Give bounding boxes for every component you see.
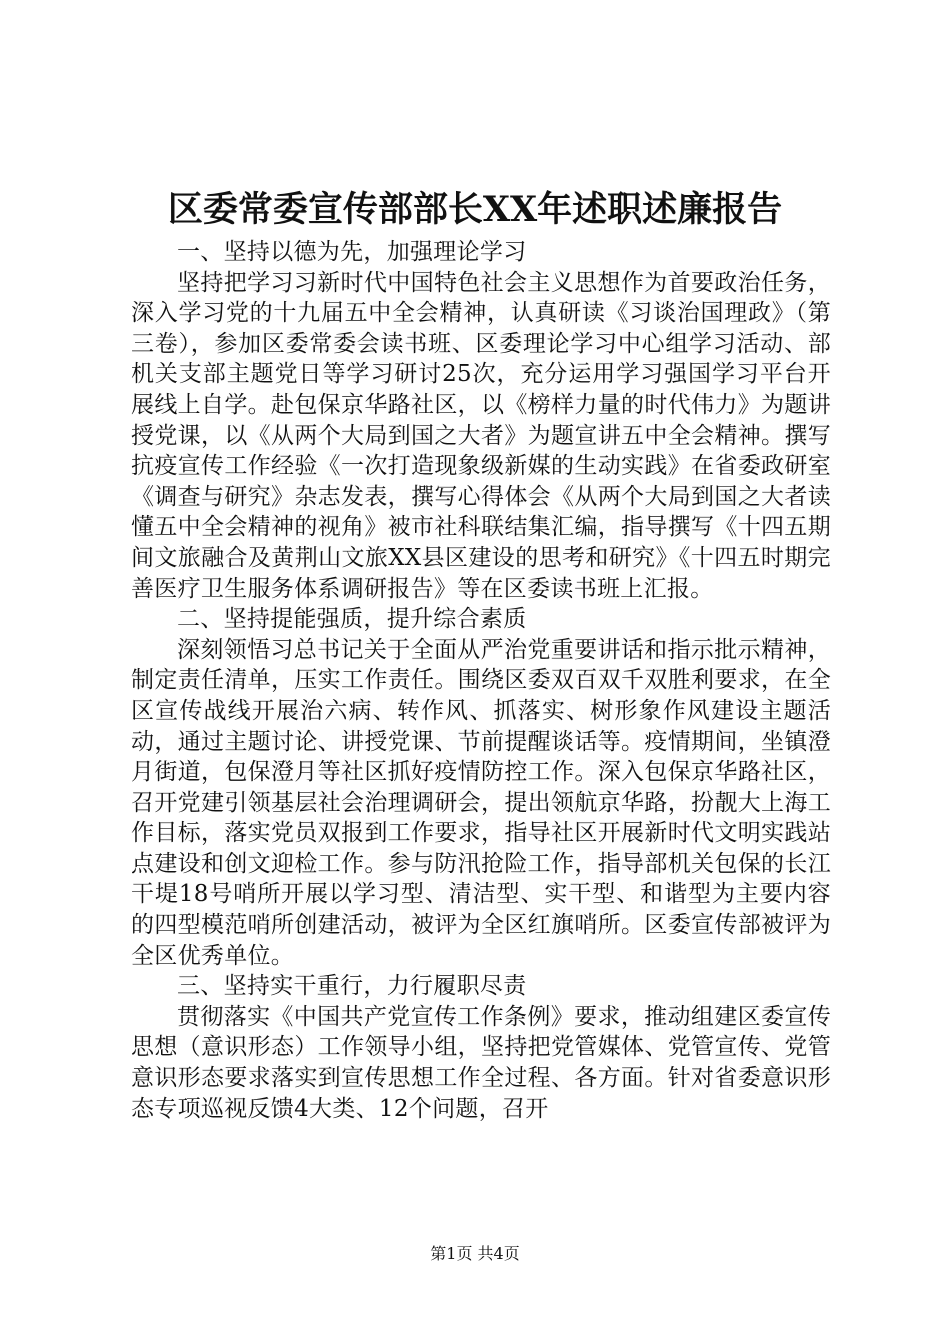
section-heading-3: 三、坚持实干重行，力行履职尽责 bbox=[177, 973, 527, 1000]
document-title: 区委常委宣传部部长XX年述职述廉报告 bbox=[167, 189, 783, 230]
document-body bbox=[131, 237, 831, 1124]
section-heading-1: 一、坚持以德为先，加强理论学习 bbox=[177, 239, 527, 265]
body-paragraph-1: 坚持把学习习新时代中国特色社会主义思想作为首要政治任务，深入学习党的十九届五中全会精神，认真研读《习谈治国理政》（第三卷），参加区委常委会读书班、区委理论学习中心组学习活动、部机关支部主题党日等学习研讨25次，充分运用学习强国学习平台开展线上自学。赴包保京华路社区，以《榜样力量的时代伟力》为题讲授党课，以《从两个大局到国之大者》为题宣讲五中全会精神。撰写抗疫宣传工作经验《一次打造现象级新媒的生动实践》在省委政研室《调查与研究》杂志发表，撰写心得体会《从两个大局到国之大者读懂五中全会精神的视角》被市社科联结集汇编，指导撰写《十四五期间文旅融合及黄荆山文旅XX县区建设的思考和研究》《十四五时期完善医疗卫生服务体系调研报告》等在区委读书班上汇报。 bbox=[131, 269, 831, 602]
section-heading-2: 二、坚持提能强质，提升综合素质 bbox=[177, 606, 527, 633]
body-paragraph-2: 深刻领悟习总书记关于全面从严治党重要讲话和指示批示精神，制定责任清单，压实工作责任。围绕区委双百双千双胜利要求，在全区宣传战线开展治六病、转作风、抓落实、树形象作风建设主题活动，通过主题讨论、讲授党课、节前提醒谈话等。疫情期间，坐镇澄月街道，包保澄月等社区抓好疫情防控工作。深入包保京华路社区，召开党建引领基层社会治理调研会，提出领航京华路，扮靓大上海工作目标，落实党员双报到工作要求，指导社区开展新时代文明实践站点建设和创文迎检工作。参与防汛抢险工作，指导部机关包保的长江干堤18号哨所开展以学习型、清洁型、实干型、和谐型为主要内容的四型模范哨所创建活动，被评为全区红旗哨所。区委宣传部被评为全区优秀单位。 bbox=[131, 636, 831, 969]
page-footer: 第1页 共4页 bbox=[430, 1244, 520, 1263]
body-paragraph-3: 贯彻落实《中国共产党宣传工作条例》要求，推动组建区委宣传思想（意识形态）工作领导小组，坚持把党管媒体、党管宣传、党管意识形态要求落实到宣传思想工作全过程、各方面。针对省委意识形态专项巡视反馈4大类、12个问题，召开 bbox=[131, 1003, 831, 1122]
